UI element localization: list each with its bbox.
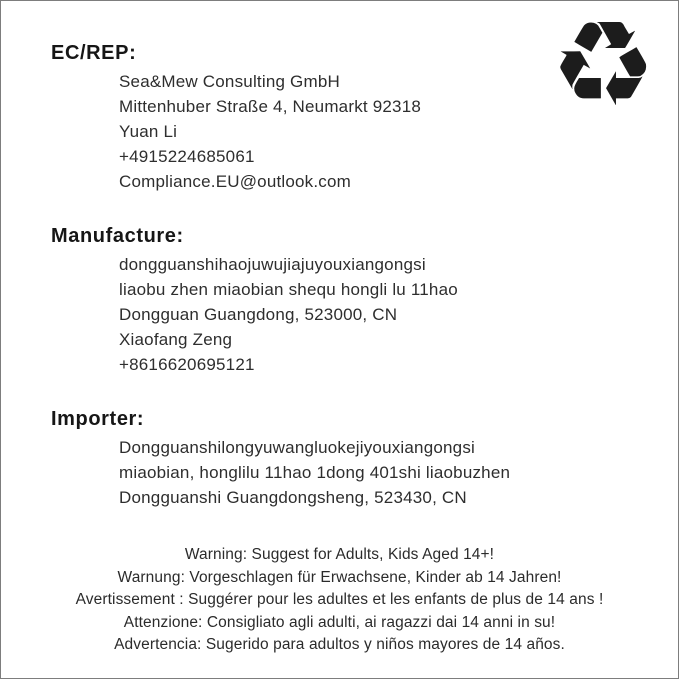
manufacture-contact-name: Xiaofang Zeng	[119, 330, 233, 349]
ec-rep-company: Sea&Mew Consulting GmbH	[119, 72, 340, 91]
manufacture-address-line2: Dongguan Guangdong, 523000, CN	[119, 305, 398, 324]
importer-heading: Importer:	[51, 408, 145, 430]
warning-es: Advertencia: Sugerido para adultos y niños mayores de 14 años.	[114, 636, 565, 653]
ec-rep-email: Compliance.EU@outlook.com	[119, 172, 352, 191]
warning-it: Attenzione: Consigliato agli adulti, ai ragazzi dai 14 anni in su!	[123, 613, 556, 631]
warning-de: Warnung: Vorgeschlagen für Erwachsene, Kinder ab 14 Jahren!	[117, 568, 562, 586]
manufacture-details	[119, 252, 678, 377]
manufacture-company: dongguanshihaojuwujiajuyouxiangongsi	[119, 255, 426, 274]
warnings-block	[1, 544, 678, 657]
warning-en: Warning: Suggest for Adults, Kids Aged 14+!	[184, 546, 495, 563]
importer-company: Dongguanshilongyuwangluokejiyouxiangongsi	[119, 438, 476, 457]
section-manufacture	[1, 224, 678, 377]
manufacture-phone: +8616620695121	[119, 355, 255, 374]
recycle-icon: ♻	[550, 0, 656, 133]
ec-rep-contact-name: Yuan Li	[119, 122, 178, 141]
ec-rep-phone: +4915224685061	[119, 147, 255, 166]
manufacture-heading: Manufacture:	[51, 225, 184, 247]
ec-rep-heading: EC/REP:	[51, 42, 137, 64]
manufacture-address-line1: liaobu zhen miaobian shequ hongli lu 11hao	[119, 280, 458, 299]
importer-address-line2: Dongguanshi Guangdongsheng, 523430, CN	[119, 488, 467, 507]
warning-fr: Avertissement : Suggérer pour les adultes et les enfants de plus de 14 ans !	[75, 591, 604, 608]
section-importer	[1, 407, 678, 510]
ec-rep-address: Mittenhuber Straße 4, Neumarkt 92318	[119, 97, 422, 116]
importer-address-line1: miaobian, honglilu 11hao 1dong 401shi liaobuzhen	[119, 463, 511, 482]
importer-details	[119, 435, 678, 510]
